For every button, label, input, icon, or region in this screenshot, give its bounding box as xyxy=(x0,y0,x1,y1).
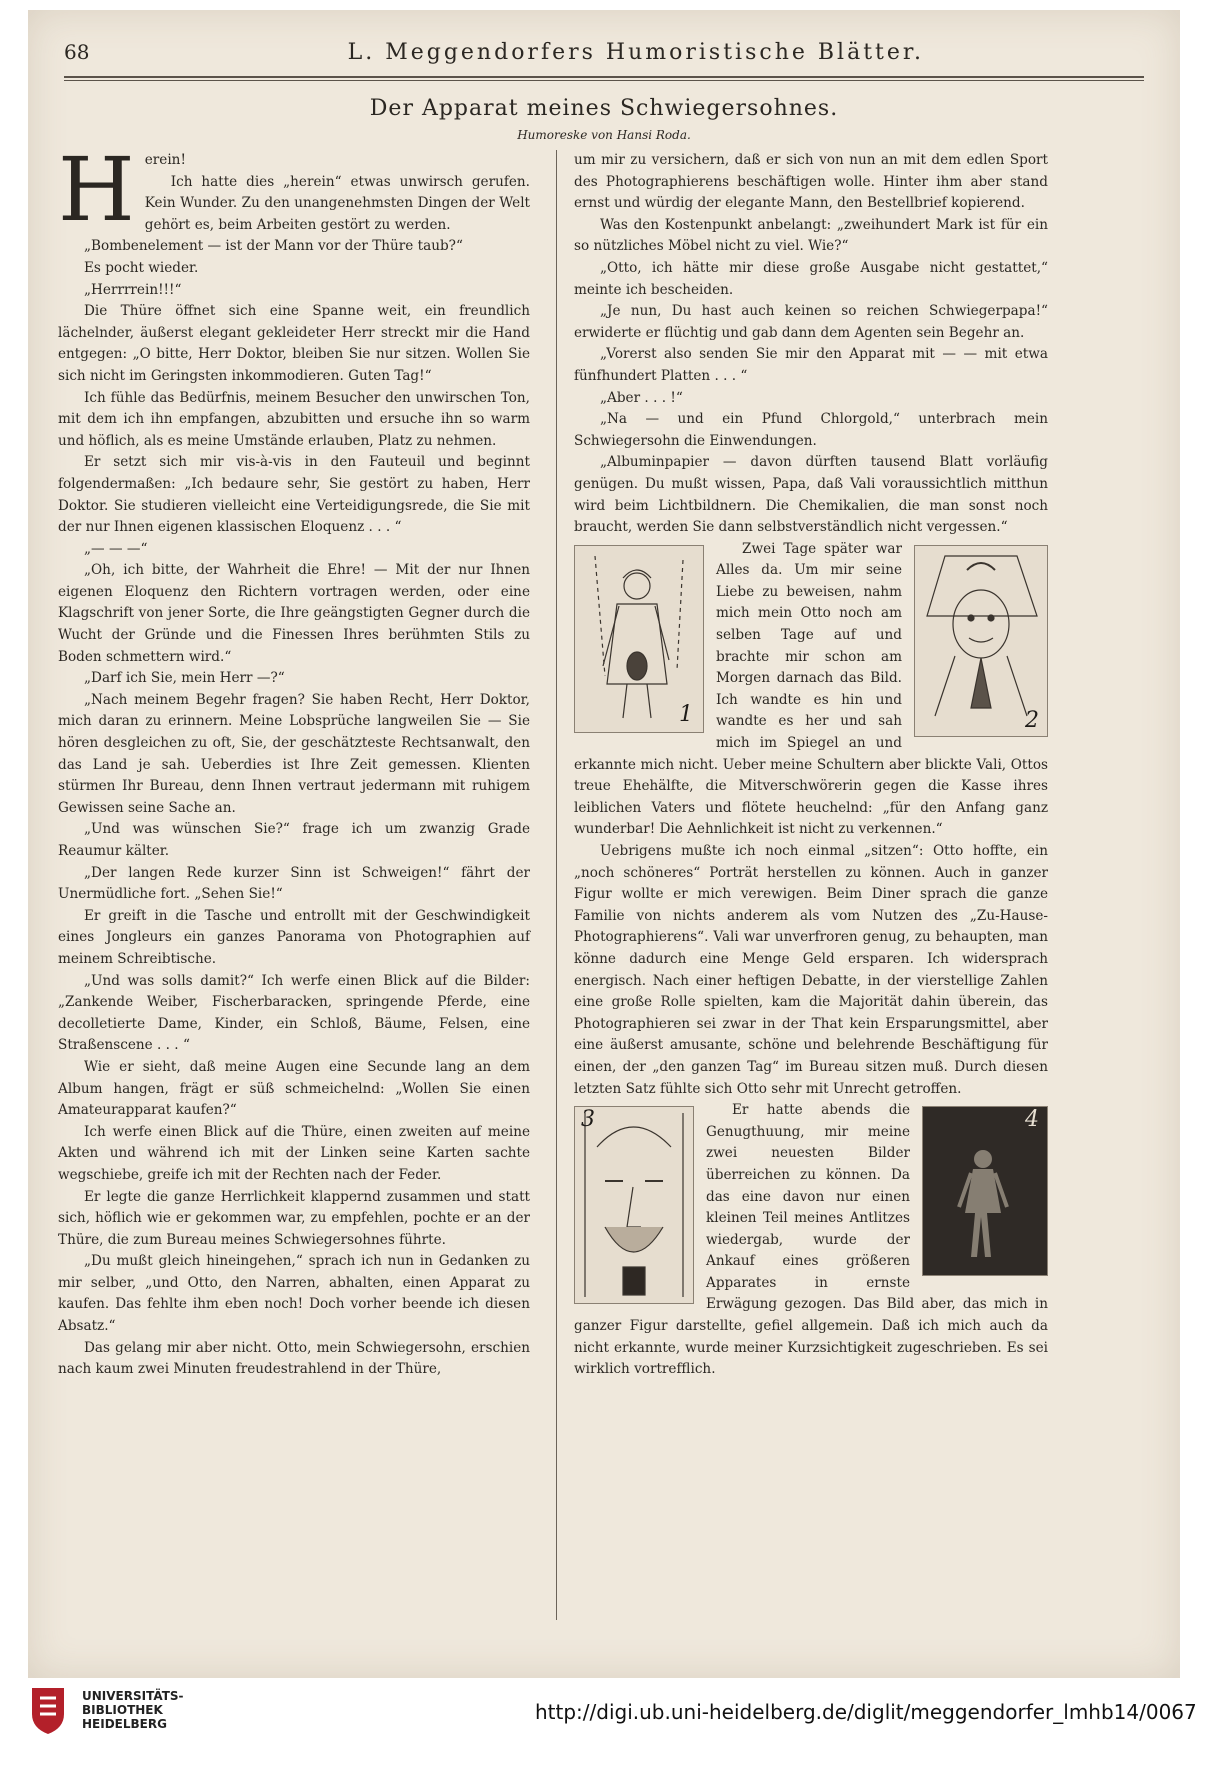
library-logo xyxy=(28,1684,184,1736)
paragraph: „Der langen Rede kurzer Sinn ist Schweigen!“ fährt der Unermüdliche fort. „Sehen Sie!“ xyxy=(58,864,530,903)
paragraph: „Oh, ich bitte, der Wahrheit die Ehre! — Mit der nur Ihnen eigenen Eloquenz den Richtern vortragen werden, oder eine Klagschrift von jener Sorte, die Ihre geängstigten Gegner durch die Wucht der Gründe und die Finessen Ihres berühmten Stils zu Boden schmettern wird.“ xyxy=(58,562,530,665)
paragraph: Er legte die ganze Herrlichkeit klappernd zusammen und statt sich, höflich wie er gekommen war, zu empfehlen, pochte er an der Thüre, die zum Bureau meines Schwiegersohnes führte. xyxy=(58,1188,530,1248)
paragraph: „Otto, ich hätte mir diese große Ausgabe nicht gestattet,“ meinte ich bescheiden. xyxy=(574,259,1048,298)
illustration-1 xyxy=(574,545,704,733)
paragraph: Ich fühle das Bedürfnis, meinem Besucher den unwirschen Ton, mit dem ich ihn empfangen, abzubitten und ersuche ihn so warm und höflich, als es meine Umstände erlauben, Platz zu nehmen. xyxy=(58,389,530,449)
header-rule xyxy=(64,76,1144,78)
drop-cap: H xyxy=(58,138,135,241)
paragraph: Ich werfe einen Blick auf die Thüre, einen zweiten auf meine Akten und während ich mit der Linken seine Karten sachte wegschiebe, greife ich mit der Rechten nach der Feder. xyxy=(58,1123,530,1183)
figure-number: 1 xyxy=(679,702,693,728)
page-header xyxy=(64,32,1144,72)
paragraph: „Vorerst also senden Sie mir den Apparat mit — — mit etwa fünfhundert Platten . . . “ xyxy=(574,346,1048,384)
paragraph: Es pocht wieder. xyxy=(84,259,199,276)
source-url[interactable]: http://digi.ub.uni-heidelberg.de/diglit/meggendorfer_lmhb14/0067 xyxy=(535,1700,1197,1724)
paragraph: um mir zu versichern, daß er sich von nun an mit dem edlen Sport des Photographierens beschäftigen wolle. Hinter ihm aber stand ernst und würdig der elegante Mann, den Bestellbrief kopierend. xyxy=(574,152,1048,212)
running-title: L. Meggendorfers Humoristische Blätter. xyxy=(347,39,924,65)
face-closeup-sketch xyxy=(575,1107,693,1303)
illustration-4 xyxy=(922,1106,1048,1276)
article-title: Der Apparat meines Schwiegersohnes. xyxy=(369,96,839,121)
paragraph: „Herrrrein!!!“ xyxy=(84,281,182,298)
paragraph: erein! xyxy=(144,152,186,168)
right-column xyxy=(574,150,1048,1381)
paragraph: „Je nun, Du hast auch keinen so reichen Schwiegerpapa!“ erwiderte er flüchtig und gab dann dem Agenten sein Begehr an. xyxy=(574,303,1048,341)
paragraph: Zwei Tage später war Alles da. Um mir seine Liebe zu beweisen, nahm mich mein Otto noch am selben Tage auf und brachte mir schon am Morgen darnach das Bild. Ich wandte es hin und wandte es her und sah mich im Spiegel an und erkannte mich nicht. Ueber meine Schultern aber blickte Vali, Ottos treue Ehehälfte, die Mitverschwörerin gegen die Kasse ihres leiblichen Vaters und flötete heuchelnd: „für den Anfang ganz wunderbar! Die Aehnlichkeit ist nicht zu verkennen.“ xyxy=(574,540,1048,838)
scanned-page xyxy=(28,10,1180,1678)
library-name: UNIVERSITÄTS- BIBLIOTHEK HEIDELBERG xyxy=(82,1689,184,1731)
article-subtitle: Humoreske von Hansi Roda. xyxy=(517,128,691,142)
figure-number: 4 xyxy=(1025,1107,1039,1133)
paragraph: „Bombenelement — ist der Mann vor der Thüre taub?“ xyxy=(84,238,463,255)
paragraph: „Na — und ein Pfund Chlorgold,“ unterbrach mein Schwiegersohn die Einwendungen. xyxy=(574,411,1048,449)
paragraph: „— — —“ xyxy=(84,540,148,557)
paragraph: Er setzt sich mir vis-à-vis in den Fauteuil und beginnt folgendermaßen: „Ich bedaure sehr, Sie gestört zu haben, Herr Doktor. Sie studieren vielleicht eine Verteidigungsrede, die Sie mit der nur Ihnen eigenen klassischen Eloquenz . . . “ xyxy=(58,454,530,536)
left-column xyxy=(58,138,530,1381)
illustration-2 xyxy=(914,545,1048,737)
header-rule-thin xyxy=(64,80,1144,81)
paragraph: Das gelang mir aber nicht. Otto, mein Schwiegersohn, erschien nach kaum zwei Minuten freudestrahlend in der Thüre, xyxy=(58,1339,530,1378)
page-number: 68 xyxy=(64,40,90,64)
paragraph: „Und was solls damit?“ Ich werfe einen Blick auf die Bilder: „Zankende Weiber, Fischerbaracken, springende Pferde, eine decolletierte Dame, Kinder, ein Schloß, Bäume, Felsen, eine Straßenscene . . . “ xyxy=(58,972,530,1054)
figure-number: 3 xyxy=(581,1107,595,1133)
figure-number: 2 xyxy=(1025,708,1039,734)
paragraph: Ich hatte dies „herein“ etwas unwirsch gerufen. Kein Wunder. Zu den unangenehmsten Dingen der Welt gehört es, beim Arbeiten gestört zu werden. xyxy=(144,173,530,233)
paragraph: „Darf ich Sie, mein Herr —?“ xyxy=(84,670,285,687)
paragraph: Er hatte abends die Genugthuung, mir meine zwei neuesten Bilder überreichen zu können. Da das eine davon nur einen kleinen Teil meines Antlitzes wiedergab, wurde der Ankauf eines größeren Apparates in ernste Erwägung gezogen. Das Bild aber, das mich in ganzer Figur darstellte, gefiel allgemein. Daß ich mich auch da nicht erkannte, wurde meiner Kurzsichtigkeit zugeschrieben. Es sei wirklich vortrefflich. xyxy=(574,1102,1048,1378)
university-seal-icon xyxy=(28,1684,68,1736)
paragraph: „Aber . . . !“ xyxy=(600,389,683,406)
paragraph: „Und was wünschen Sie?“ frage ich um zwanzig Grade Reaumur kälter. xyxy=(58,821,530,859)
paragraph: Die Thüre öffnet sich eine Spanne weit, ein freundlich lächelnder, äußerst elegant gekleideter Herr streckt mir die Hand entgegen: „O bitte, Herr Doktor, bleiben Sie nur sitzen. Wollen Sie sich nicht im Geringsten inkommodieren. Guten Tag!“ xyxy=(58,303,530,384)
paragraph: Uebrigens mußte ich noch einmal „sitzen“: Otto hoffte, ein „noch schöneres“ Porträt herstellen zu können. Auch in ganzer Figur wollte er mich verewigen. Beim Diner sprach die ganze Familie von nichts anderem als vom Nutzen des „Zu-Hause-Photographierens“. Vali war unverfroren genug, zu behaupten, man könne dadurch eine Menge Geld ersparen. Ich widersprach energisch. Nach einer heftigen Debatte, in der vierstellige Zahlen eine große Rolle spielten, kam die Majorität dahin überein, das Photographieren sei zwar in der That kein Ersparungsmittel, aber eine äußerst amusante, schöne und belehrende Beschäftigung für einen, der „den ganzen Tag“ im Bureau sitzen muß. Durch diesen letzten Satz fühlte sich Otto sehr mit Unrecht getroffen. xyxy=(574,843,1048,1097)
paragraph: „Du mußt gleich hineingehen,“ sprach ich nun in Gedanken zu mir selber, „und Otto, den Narren, abhalten, einen Apparat zu kaufen. Das fehlte ihm eben noch! Doch vorher beende ich diesen Absatz.“ xyxy=(58,1253,530,1335)
ghostly-figure-photo xyxy=(923,1107,1047,1275)
paragraph: Was den Kostenpunkt anbelangt: „zweihundert Mark ist für ein so nützliches Möbel nicht zu viel. Wie?“ xyxy=(574,216,1048,255)
paragraph: Wie er sieht, daß meine Augen eine Secunde lang an dem Album hangen, frägt er süß schmeichelnd: „Wollen Sie einen Amateurapparat kaufen?“ xyxy=(58,1058,530,1119)
illustration-3 xyxy=(574,1106,694,1304)
paragraph: „Nach meinem Begehr fragen? Sie haben Recht, Herr Doktor, mich daran zu erinnern. Meine Lobsprüche langweilen Sie — Sie hören desgleichen zu oft, Sie, der geschätzteste Rechtsanwalt, den das Land je sah. Ueberdies ist Ihre Zeit gemessen. Klienten stürmen Ihr Bureau, denn Ihnen vertraut jedermann mit ruhigem Gewissen seine Sache an. xyxy=(58,691,530,816)
column-divider xyxy=(556,150,557,1620)
paragraph: Er greift in die Tasche und entrollt mit der Geschwindigkeit eines Jongleurs ein ganzes Panorama von Photographien auf meinem Schreibtische. xyxy=(58,907,530,967)
paragraph: „Albuminpapier — davon dürften tausend Blatt vorläufig genügen. Du mußt wissen, Papa, daß Vali voraussichtlich mitthun wird beim Lichtbildnern. Die Chemikalien, die man sonst noch braucht, werden Sie dann selbstverständlich nicht vergessen.“ xyxy=(574,454,1048,536)
